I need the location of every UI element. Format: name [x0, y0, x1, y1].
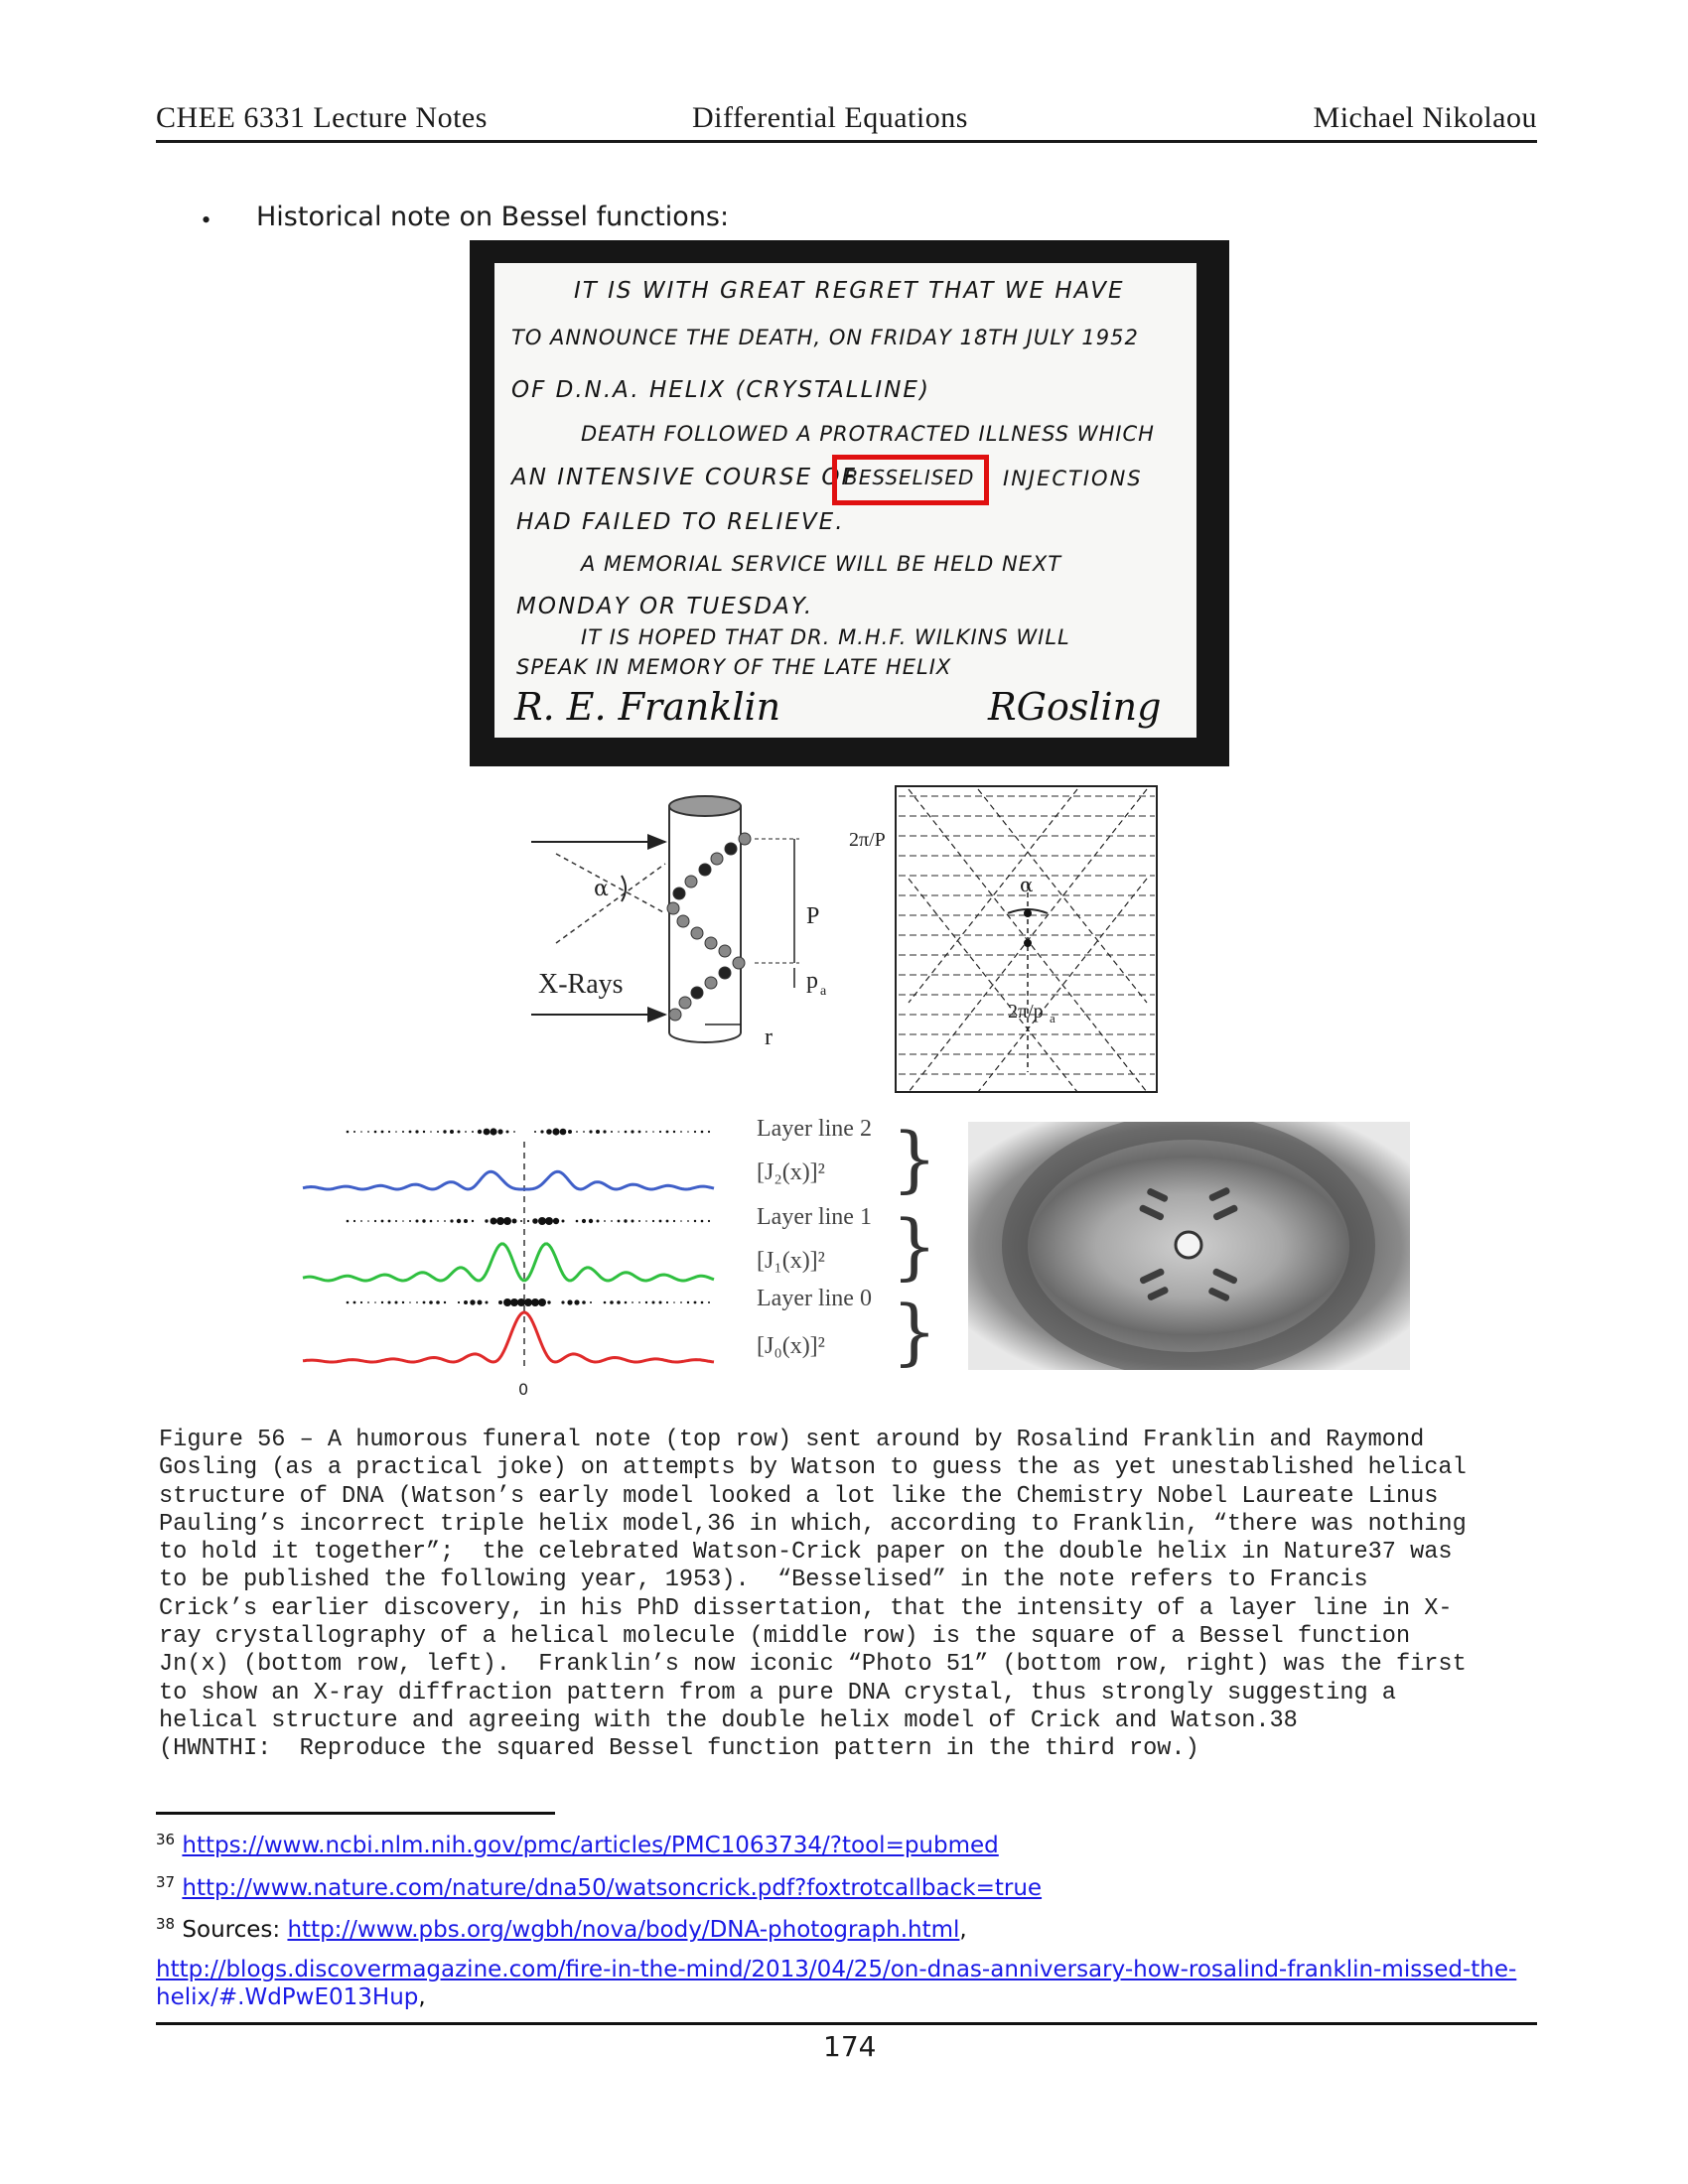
- diffraction-spot: [680, 1301, 682, 1303]
- diffraction-spot: [402, 1220, 404, 1222]
- diffraction-spot: [415, 1130, 418, 1133]
- helix-alpha-label: α: [594, 877, 609, 901]
- diffraction-spot: [472, 1131, 474, 1133]
- diffraction-spot: [552, 1128, 559, 1135]
- note-line-6: HAD FAILED TO RELIEVE.: [516, 509, 845, 535]
- diffraction-spot: [673, 1131, 675, 1133]
- footnote-37-link[interactable]: http://www.nature.com/nature/dna50/watsoncrick.pdf?foxtrotcallback=true: [182, 1875, 1043, 1901]
- diffraction-spot: [574, 1299, 579, 1304]
- diffraction-spot: [673, 1220, 675, 1222]
- header-course-title: CHEE 6331 Lecture Notes: [156, 101, 488, 134]
- diffraction-spot: [546, 1129, 552, 1135]
- diffraction-spot: [583, 1131, 585, 1133]
- diffraction-spot: [450, 1219, 453, 1222]
- diffraction-spot: [687, 1220, 689, 1222]
- figure-caption: [159, 1427, 1549, 1764]
- diffraction-spot: [659, 1220, 662, 1223]
- note-line-3: OF D.N.A. HELIX (CRYSTALLINE): [511, 377, 930, 403]
- diffraction-spot: [582, 1219, 586, 1223]
- diffraction-spot: [490, 1128, 496, 1135]
- diffraction-spot: [347, 1301, 350, 1304]
- diffraction-spot: [524, 1298, 532, 1306]
- diffraction-spot: [604, 1220, 606, 1222]
- diffraction-spot: [485, 1219, 488, 1222]
- rise-subscript: a: [820, 984, 827, 999]
- footnote-38-number: 38: [156, 1915, 176, 1933]
- j1-curve: [303, 1244, 714, 1281]
- caption-line: ray crystallography of a helical molecule (middle row) is the square of a Bessel function: [159, 1623, 1411, 1651]
- section-bullet-text: Historical note on Bessel functions:: [256, 202, 730, 232]
- diffraction-spot: [388, 1220, 391, 1223]
- footnote-38-prefix: Sources:: [182, 1917, 281, 1943]
- diffraction-spot: [645, 1220, 647, 1222]
- diffraction-spot: [437, 1220, 439, 1222]
- diffraction-spot: [388, 1131, 390, 1133]
- diffraction-spot: [610, 1300, 614, 1304]
- diffraction-spot: [547, 1300, 550, 1303]
- diffraction-spot: [409, 1301, 411, 1303]
- diffraction-spot: [347, 1131, 350, 1134]
- diffraction-bottom-subscript: a: [1050, 1011, 1055, 1025]
- diffraction-spot: [589, 1219, 593, 1223]
- diffraction-spot: [673, 1301, 675, 1303]
- diffraction-spot: [694, 1301, 697, 1304]
- caption-line: Gosling (as a practical joke) on attempts by Watson to guess the as yet unestablished helical: [159, 1454, 1467, 1482]
- diffraction-spot: [520, 1220, 522, 1222]
- brace-1: }: [892, 1204, 937, 1288]
- diffraction-spot: [540, 1130, 543, 1133]
- footnote-36: [156, 1831, 999, 1858]
- caption-line: Pauling’s incorrect triple helix model,36 in which, according to Franklin, “there was nothing: [159, 1510, 1467, 1538]
- diffraction-spot: [367, 1131, 369, 1133]
- page-header: [156, 99, 1537, 143]
- diffraction-spot: [444, 1301, 446, 1303]
- footnote-38-link-2-cont: helix/#.WdPwE013Hup,: [156, 1984, 426, 2010]
- diffraction-spot: [538, 1217, 546, 1225]
- diffraction-spot: [531, 1298, 539, 1306]
- j2-label: [J₂(x)]²: [757, 1160, 825, 1185]
- diffraction-spot: [701, 1131, 704, 1134]
- j1-label: [J₁(x)]²: [757, 1248, 825, 1274]
- diffraction-spot: [512, 1219, 517, 1224]
- diffraction-spot: [484, 1129, 491, 1136]
- diffraction-spot: [568, 1130, 572, 1134]
- note-line-10: SPEAK IN MEMORY OF THE LATE HELIX: [516, 655, 952, 679]
- diffraction-spot: [567, 1299, 572, 1304]
- diffraction-spot: [486, 1301, 489, 1304]
- diffraction-spot: [409, 1220, 411, 1222]
- diffraction-spot: [603, 1130, 606, 1133]
- diffraction-spot: [423, 1131, 425, 1133]
- diffraction-spot: [582, 1300, 586, 1304]
- diffraction-spot: [534, 1131, 536, 1133]
- radius-label: r: [765, 1024, 773, 1050]
- diffraction-spot: [458, 1131, 461, 1134]
- diffraction-spot: [478, 1130, 482, 1134]
- header-author: Michael Nikolaou: [1313, 101, 1537, 134]
- diffraction-spot: [538, 1298, 546, 1306]
- diffraction-spot: [503, 1217, 511, 1225]
- note-line-7: A MEMORIAL SERVICE WILL BE HELD NEXT: [581, 552, 1062, 576]
- diffraction-spot: [517, 1298, 525, 1306]
- xrays-label: X-Rays: [538, 969, 624, 1000]
- diffraction-spot: [645, 1301, 647, 1303]
- diffraction-spot: [659, 1301, 662, 1304]
- diffraction-spot: [553, 1218, 559, 1224]
- diffraction-spot: [465, 1131, 467, 1133]
- diffraction-spot: [437, 1131, 439, 1133]
- diffraction-spot: [645, 1131, 647, 1133]
- caption-line: (HWNTHI: Reproduce the squared Bessel function pattern in the third row.): [159, 1735, 1199, 1763]
- caption-line: to hold it together”; the celebrated Watson-Crick paper on the double helix in Nature37 was: [159, 1539, 1453, 1567]
- diffraction-spot: [381, 1131, 384, 1134]
- diffraction-spot: [701, 1220, 704, 1223]
- diffraction-spot: [532, 1218, 538, 1224]
- diffraction-spot: [561, 1300, 564, 1303]
- note-line-5: AN INTENSIVE COURSE OF: [511, 465, 857, 490]
- diffraction-spot: [478, 1300, 483, 1305]
- diffraction-spot: [436, 1300, 440, 1304]
- footnote-36-number: 36: [156, 1831, 176, 1848]
- diffraction-spot: [444, 1220, 446, 1222]
- diffraction-spot: [624, 1219, 627, 1222]
- diffraction-spot: [680, 1220, 682, 1222]
- caption-line: Figure 56 – A humorous funeral note (top row) sent around by Rosalind Franklin and Raymond: [159, 1427, 1425, 1453]
- diffraction-spot: [429, 1300, 433, 1304]
- caption-line: Jn(x) (bottom row, left). Franklin’s now iconic “Photo 51” (bottom row, right) was the first: [159, 1651, 1467, 1679]
- diffraction-spot: [576, 1131, 578, 1133]
- caption-line: helical structure and agreeing with the double helix model of Crick and Watson.38: [159, 1706, 1298, 1734]
- diffraction-spot: [576, 1220, 579, 1223]
- note-word-besselised: BESSELISED: [844, 466, 975, 489]
- diffraction-top-label: 2π/P: [849, 829, 886, 851]
- diffraction-spot: [527, 1220, 529, 1222]
- diffraction-spot: [597, 1220, 600, 1223]
- signature-franklin: R. E. Franklin: [514, 685, 781, 729]
- diffraction-spot: [652, 1301, 655, 1304]
- diffraction-spot: [464, 1300, 468, 1304]
- plot-zero-label: 0: [518, 1380, 529, 1399]
- diffraction-spot: [638, 1220, 640, 1222]
- note-line-9: IT IS HOPED THAT DR. M.H.F. WILKINS WILL: [581, 625, 1070, 649]
- note-line-8: MONDAY OR TUESDAY.: [516, 594, 814, 619]
- diffraction-spot: [353, 1131, 355, 1133]
- diffraction-spot: [708, 1131, 710, 1133]
- j0-curve: [303, 1312, 714, 1362]
- note-word-injections: INJECTIONS: [1003, 467, 1143, 490]
- diffraction-spot: [347, 1220, 350, 1223]
- rise-label: p: [806, 968, 818, 994]
- diffraction-spot: [470, 1299, 475, 1304]
- diffraction-spot: [430, 1220, 433, 1223]
- diffraction-spot: [402, 1131, 404, 1133]
- diffraction-spot: [632, 1301, 633, 1303]
- footnote-36-link[interactable]: https://www.ncbi.nlm.nih.gov/pmc/articles/PMC1063734/?tool=pubmed: [182, 1833, 999, 1858]
- j2-curve: [303, 1171, 714, 1189]
- diffraction-spot: [422, 1219, 425, 1222]
- diffraction-spot: [496, 1217, 504, 1225]
- diffraction-spot: [618, 1220, 621, 1223]
- diffraction-spot: [596, 1130, 600, 1134]
- footnote-37-number: 37: [156, 1873, 176, 1891]
- footer-rule: [156, 2022, 1537, 2025]
- diffraction-spot: [367, 1220, 369, 1222]
- diffraction-spot: [491, 1218, 497, 1225]
- diffraction-spot: [687, 1131, 689, 1133]
- diffraction-spot: [659, 1131, 661, 1133]
- diffraction-spot: [708, 1301, 710, 1303]
- brace-0: }: [892, 1290, 937, 1373]
- layer-line-2-label: Layer line 2: [757, 1116, 872, 1142]
- helix-xray-diagram: [526, 784, 864, 1062]
- diffraction-spot: [652, 1131, 654, 1133]
- diffraction-spot: [450, 1130, 454, 1134]
- diffraction-spot: [472, 1220, 474, 1222]
- diffraction-spot: [360, 1301, 362, 1303]
- diffraction-spot: [510, 1298, 518, 1306]
- note-line-2: TO ANNOUNCE THE DEATH, ON FRIDAY 18TH JULY 1952: [511, 326, 1139, 349]
- diffraction-pattern-diagram: [849, 784, 1167, 1097]
- diffraction-spot: [503, 1298, 511, 1306]
- diffraction-spot: [367, 1301, 369, 1303]
- diffraction-spot: [498, 1300, 502, 1304]
- besselised-highlight-box: [832, 455, 989, 505]
- diffraction-spot: [395, 1220, 397, 1222]
- diffraction-spot: [545, 1217, 553, 1225]
- footnote-37: [156, 1873, 1042, 1901]
- header-topic: Differential Equations: [692, 101, 968, 134]
- diffraction-spot: [374, 1220, 376, 1222]
- diffraction-spot: [666, 1220, 669, 1223]
- diffraction-spot: [402, 1301, 404, 1303]
- diffraction-spot: [506, 1131, 509, 1134]
- diffraction-spot: [381, 1301, 383, 1303]
- diffraction-spot: [353, 1220, 355, 1222]
- diffraction-spot: [694, 1220, 696, 1222]
- diffraction-spot: [381, 1220, 384, 1223]
- diffraction-spot: [458, 1301, 460, 1303]
- footnote-38-link-1[interactable]: http://www.pbs.org/wgbh/nova/body/DNA-photograph.html: [287, 1917, 960, 1943]
- footnote-separator: [156, 1812, 555, 1815]
- diffraction-spot: [388, 1301, 391, 1304]
- diffraction-spot: [562, 1220, 565, 1223]
- diffraction-spot: [604, 1301, 607, 1304]
- j0-label: [J₀(x)]²: [757, 1333, 825, 1359]
- caption-line: Crick’s earlier discovery, in his PhD dissertation, that the intensity of a layer line in X-: [159, 1594, 1453, 1622]
- diffraction-spot: [617, 1300, 621, 1304]
- diffraction-spot: [423, 1301, 426, 1304]
- diffraction-spot: [611, 1220, 613, 1222]
- diffraction-spot: [708, 1220, 710, 1222]
- diffraction-spot: [632, 1220, 634, 1223]
- diffraction-spot: [360, 1131, 362, 1133]
- diffraction-spot: [416, 1301, 418, 1303]
- note-line-1: IT IS WITH GREAT REGRET THAT WE HAVE: [574, 278, 1125, 304]
- diffraction-spot: [589, 1130, 592, 1133]
- page-number: 174: [823, 2030, 877, 2063]
- diffraction-spot: [694, 1131, 696, 1133]
- diffraction-spot: [497, 1129, 502, 1134]
- caption-line: to show an X-ray diffraction pattern from a pure DNA crystal, thus strongly suggesting a: [159, 1679, 1396, 1706]
- note-line-4: DEATH FOLLOWED A PROTRACTED ILLNESS WHICH: [581, 422, 1155, 446]
- footnote-38-link-2-tail[interactable]: helix/#.WdPwE013Hup: [156, 1984, 419, 2010]
- diffraction-spot: [513, 1131, 515, 1133]
- bullet-dot: •: [202, 205, 211, 234]
- signature-gosling: RGosling: [988, 685, 1162, 729]
- footnote-38: $^{38}$ Sources: http://www.pbs.org/wgbh/nova/body/DNA-photograph.html,: [156, 1915, 967, 1943]
- diffraction-spot: [631, 1130, 633, 1133]
- caption-line: to be published the following year, 1953). “Besselised” in the note refers to Francis: [159, 1567, 1368, 1594]
- pitch-label: P: [806, 903, 820, 929]
- photo-51-image: [968, 1122, 1410, 1370]
- diffraction-spot: [666, 1131, 669, 1134]
- diffraction-alpha-label: α: [1020, 873, 1034, 896]
- diffraction-spot: [443, 1130, 446, 1133]
- caption-line: structure of DNA (Watson’s early model looked a lot like the Chemistry Nobel Laureate Linus: [159, 1482, 1439, 1510]
- diffraction-spot: [457, 1219, 461, 1223]
- diffraction-spot: [680, 1131, 682, 1133]
- diffraction-spot: [638, 1131, 641, 1134]
- diffraction-spot: [638, 1301, 640, 1303]
- diffraction-spot: [395, 1131, 397, 1133]
- diffraction-spot: [560, 1129, 567, 1136]
- diffraction-spot: [430, 1131, 432, 1133]
- diffraction-spot: [611, 1131, 613, 1133]
- diffraction-spot: [374, 1301, 376, 1303]
- diffraction-spot: [666, 1301, 668, 1303]
- bessel-layer-line-plot: [298, 1102, 943, 1400]
- diffraction-spot: [652, 1220, 654, 1222]
- diffraction-spot: [409, 1131, 412, 1134]
- diffraction-spot: [374, 1131, 377, 1134]
- diffraction-spot: [360, 1220, 362, 1222]
- diffraction-bottom-label: 2π/p: [1008, 1001, 1044, 1023]
- diffraction-spot: [590, 1301, 592, 1303]
- diffraction-spot: [701, 1301, 704, 1304]
- diffraction-spot: [353, 1301, 356, 1304]
- footnote-38-link-2[interactable]: http://blogs.discovermagazine.com/fire-in-the-mind/2013/04/25/on-dnas-anniversary-how-rosalind-franklin-missed-the-: [156, 1957, 1517, 1982]
- diffraction-spot: [464, 1219, 468, 1223]
- diffraction-spot: [625, 1131, 628, 1134]
- layer-line-1-label: Layer line 1: [757, 1204, 872, 1230]
- diffraction-spot: [625, 1301, 628, 1304]
- diffraction-spot: [416, 1220, 419, 1223]
- brace-2: }: [892, 1117, 937, 1200]
- layer-line-0-label: Layer line 0: [757, 1286, 872, 1311]
- diffraction-spot: [395, 1301, 398, 1304]
- diffraction-spot: [687, 1301, 689, 1303]
- diffraction-spot: [618, 1131, 620, 1133]
